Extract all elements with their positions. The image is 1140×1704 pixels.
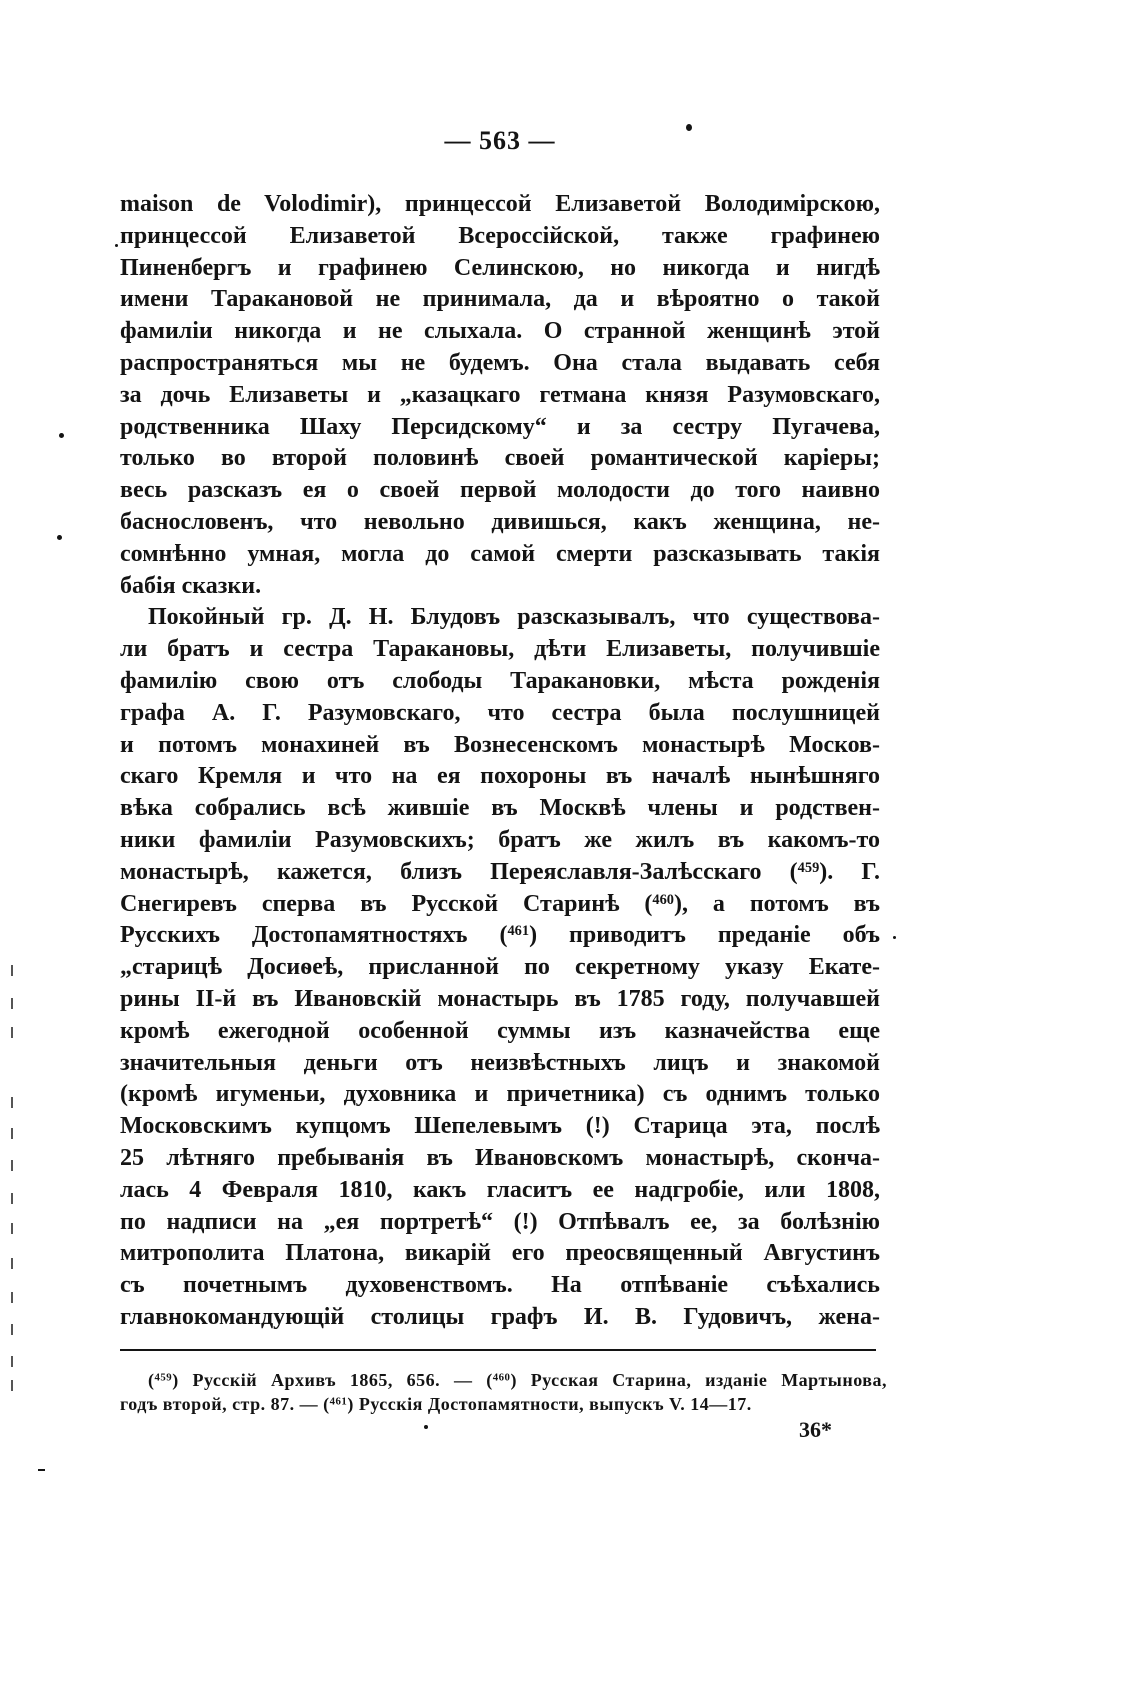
- signature-mark: 36*: [799, 1417, 832, 1442]
- text-line: бабія сказки.: [120, 572, 262, 599]
- text-line: весь разсказъ ея о своей первой молодости до того наивно: [120, 477, 880, 504]
- text-run: ) Русскія Достопамятности, выпускъ V. 14—17.: [347, 1394, 752, 1414]
- text-line: только во второй половинѣ своей романтической каріеры;: [120, 445, 880, 472]
- text-line: Московскимъ купцомъ Шепелевымъ (!) Старица эта, послѣ: [120, 1113, 880, 1140]
- scan-speck: [38, 1469, 45, 1471]
- scan-margin-mark: [11, 965, 13, 976]
- text-line: распространяться мы не будемъ. Она стала выдавать себя: [120, 349, 880, 376]
- text-line: по надписи на „ея портретѣ“ (!) Отпѣвалъ ее, за болѣзнію: [120, 1208, 880, 1235]
- text-line: „старицѣ Досиѳеѣ, присланной по секретному указу Екате-: [120, 954, 880, 981]
- text-line: родственника Шаху Персидскому“ и за сестру Пугачева,: [120, 413, 880, 440]
- scan-speck: [57, 535, 62, 540]
- text-line: сомнѣнно умная, могла до самой смерти разсказывать такія: [120, 540, 880, 567]
- text-line: Покойный гр. Д. Н. Блудовъ разсказывалъ, что существова-: [148, 604, 880, 631]
- scan-speck: [424, 1425, 428, 1429]
- text-line: фамилію свою отъ слободы Таракановки, мѣста рожденія: [120, 667, 880, 694]
- scan-margin-mark: [11, 1193, 13, 1204]
- footnote-rule: [120, 1349, 876, 1351]
- text-line: [120, 889, 880, 921]
- footnote-ref: 460: [652, 891, 674, 908]
- text-run: Русскихъ Достопамятностяхъ (: [120, 922, 508, 949]
- text-run: монастырѣ, кажется, близъ Переяславля-Залѣсскаго (: [120, 858, 798, 885]
- text-run: (: [148, 1370, 155, 1390]
- text-line: митрополита Платона, викарій его преосвященный Августинъ: [120, 1240, 880, 1267]
- scan-speck: [893, 936, 896, 939]
- text-line: (кромѣ игуменьи, духовника и причетника) съ однимъ только: [120, 1081, 880, 1108]
- text-run: ) Русская Старина, изданіе Мартынова,: [510, 1370, 887, 1390]
- text-line: съ почетнымъ духовенствомъ. На отпѣваніе съѣхались: [120, 1272, 880, 1299]
- text-line: 25 лѣтняго пребыванія въ Ивановскомъ монастырѣ, сконча-: [120, 1144, 880, 1171]
- text-line: [120, 1392, 887, 1416]
- scan-margin-mark: [11, 1027, 13, 1038]
- text-line: лась 4 Февраля 1810, какъ гласитъ ее надгробіе, или 1808,: [120, 1176, 880, 1203]
- text-run: Снегиревъ сперва въ Русской Старинѣ (: [120, 890, 653, 917]
- scan-margin-mark: [11, 1160, 13, 1171]
- text-line: ли братъ и сестра Таракановы, дѣти Елизаветы, получившіе: [120, 636, 880, 663]
- footnote-ref: 461: [329, 1395, 348, 1408]
- scan-margin-mark: [11, 1128, 13, 1139]
- scan-margin-mark: [11, 1356, 13, 1367]
- scan-margin-mark: [11, 998, 13, 1009]
- footnotes: [120, 1368, 887, 1416]
- text-run: ). Г.: [819, 858, 880, 885]
- text-line: и потомъ монахиней въ Вознесенскомъ монастырѣ Москов-: [120, 731, 880, 758]
- text-line: баснословенъ, что невольно дивишься, какъ женщина, не-: [120, 508, 880, 535]
- scan-speck: [686, 124, 692, 131]
- footnote-ref: 461: [507, 923, 530, 940]
- scan-margin-mark: [11, 1097, 13, 1108]
- text-line: значительныя деньги отъ неизвѣстныхъ лицъ и знакомой: [120, 1049, 880, 1076]
- text-line: главнокомандующій столицы графъ И. В. Гудовичъ, жена-: [120, 1303, 880, 1330]
- text-run: ), а потомъ въ: [674, 890, 880, 917]
- text-run: ) приводитъ преданіе объ: [529, 922, 880, 949]
- scan-margin-mark: [11, 1380, 13, 1391]
- scan-margin-mark: [11, 1324, 13, 1335]
- text-line: скаго Кремля и что на ея похороны въ началѣ нынѣшняго: [120, 763, 880, 790]
- scan-margin-mark: [11, 1258, 13, 1269]
- scan-speck: [115, 244, 118, 247]
- scan-speck: [59, 433, 64, 438]
- paragraph: [120, 189, 880, 602]
- text-line: кромѣ ежегодной особенной суммы изъ казначейства еще: [120, 1017, 880, 1044]
- footnote-ref: 460: [492, 1371, 511, 1384]
- footnote-ref: 459: [797, 859, 820, 876]
- text-line: [120, 857, 880, 889]
- text-line: ники фамиліи Разумовскихъ; братъ же жилъ въ какомъ-то: [120, 826, 880, 853]
- text-run: годъ второй, стр. 87. — (: [120, 1394, 330, 1414]
- text-line: фамиліи никогда и не слыхала. О странной женщинѣ этой: [120, 318, 880, 345]
- text-run: ) Русскій Архивъ 1865, 656. — (: [172, 1370, 493, 1390]
- scan-margin-mark: [11, 1223, 13, 1234]
- text-line: имени Таракановой не принимала, да и вѣроятно о такой: [120, 286, 880, 313]
- text-line: [120, 920, 880, 952]
- text-line: maison de Volodimir), принцессой Елизаветой Володимірскою,: [120, 191, 880, 217]
- page-number: — 563 —: [444, 126, 556, 155]
- text-line: [120, 1368, 887, 1392]
- text-line: вѣка собрались всѣ жившіе въ Москвѣ члены и родствен-: [120, 795, 880, 822]
- text-line: Пиненбергъ и графинею Селинскою, но никогда и нигдѣ: [120, 254, 880, 281]
- scan-margin-mark: [11, 1292, 13, 1303]
- paragraph: [120, 602, 880, 1333]
- text-line: рины II-й въ Ивановскій монастырь въ 1785 году, получавшей: [120, 985, 880, 1012]
- text-line: принцессой Елизаветой Всероссійской, также графинею: [120, 222, 880, 249]
- text-line: за дочь Елизаветы и „казацкаго гетмана князя Разумовскаго,: [120, 381, 880, 408]
- footnote-ref: 459: [154, 1371, 173, 1384]
- text-line: графа А. Г. Разумовскаго, что сестра была послушницей: [120, 699, 880, 726]
- body-text: [120, 189, 880, 1334]
